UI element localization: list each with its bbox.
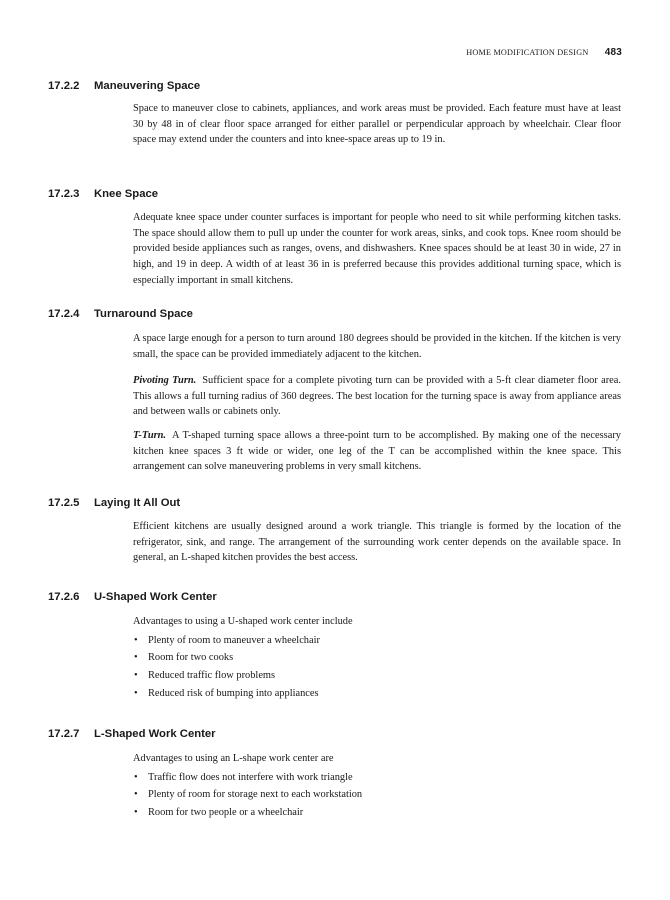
- section-body: [133, 210, 621, 289]
- section-heading: [48, 80, 200, 92]
- run-in-heading: T-Turn.: [133, 430, 167, 441]
- list-item: • Plenty of room for storage next to each workstation: [133, 786, 621, 804]
- paragraph-text: A T-shaped turning space allows a three-point turn to be accomplished. By making one of the necessary kitchen knee spaces 3 ft wide or wider, one leg of the T can be accomplished within the knee space. This arrangement can solve maneuvering problems in very small kitchens.: [133, 430, 621, 473]
- section-heading: [48, 188, 158, 200]
- section-body: [133, 751, 621, 822]
- section-heading: [48, 728, 216, 740]
- paragraph: [133, 373, 621, 420]
- paragraph: Advantages to using an L-shape work center are: [133, 753, 334, 764]
- subsection-t-turn: [133, 428, 621, 475]
- section-body: [133, 519, 621, 566]
- bullet-icon: •: [134, 634, 138, 646]
- list-item: • Traffic flow does not interfere with work triangle: [133, 769, 621, 787]
- paragraph: A space large enough for a person to turn around 180 degrees should be provided in the kitchen. If the kitchen is very small, the space can be provided immediately adjacent to the kitchen.: [133, 333, 621, 360]
- running-header: [466, 47, 622, 58]
- bullet-icon: •: [134, 687, 138, 699]
- run-in-heading: Pivoting Turn.: [133, 375, 197, 386]
- list-item: • Reduced traffic flow problems: [133, 667, 621, 685]
- list-item: • Reduced risk of bumping into appliances: [133, 685, 621, 703]
- bullet-list: [133, 632, 621, 703]
- bullet-list: [133, 769, 621, 822]
- bullet-icon: •: [134, 807, 138, 819]
- paragraph: [133, 428, 621, 475]
- bullet-icon: •: [134, 789, 138, 801]
- section-heading: [48, 308, 193, 320]
- list-item: • Plenty of room to maneuver a wheelchair: [133, 632, 621, 650]
- list-item: • Room for two people or a wheelchair: [133, 804, 621, 822]
- section-title: Turnaround Space: [94, 308, 193, 320]
- section-body: [133, 101, 621, 148]
- section-heading: [48, 497, 180, 509]
- running-header-title: HOME MODIFICATION DESIGN: [466, 48, 589, 57]
- paragraph: Space to maneuver close to cabinets, appliances, and work areas must be provided. Each feature must have at least 30 by 48 in of clear floor space arranged for either parallel or perpendicular approach by wheelchair. Clear floor space may extend under the counters and into knee-space areas up to 19 in.: [133, 103, 621, 146]
- section-number: 17.2.5: [48, 497, 80, 509]
- section-title: Laying It All Out: [94, 497, 181, 509]
- bullet-icon: •: [134, 652, 138, 664]
- section-title: U-Shaped Work Center: [94, 591, 217, 603]
- section-number: 17.2.3: [48, 188, 80, 200]
- section-number: 17.2.4: [48, 308, 80, 320]
- section-title: Maneuvering Space: [94, 80, 201, 92]
- section-heading: [48, 591, 217, 603]
- section-body: [133, 331, 621, 362]
- section-number: 17.2.7: [48, 728, 80, 740]
- section-number: 17.2.6: [48, 591, 80, 603]
- section-body: [133, 614, 621, 703]
- paragraph: Advantages to using a U-shaped work center include: [133, 616, 353, 627]
- bullet-icon: •: [134, 771, 138, 783]
- bullet-icon: •: [134, 670, 138, 682]
- page-number: 483: [604, 47, 622, 58]
- list-item: • Room for two cooks: [133, 649, 621, 667]
- section-number: 17.2.2: [48, 80, 80, 92]
- section-title: L-Shaped Work Center: [94, 728, 216, 740]
- paragraph-text: Sufficient space for a complete pivoting turn can be provided with a 5-ft clear diameter floor area. This allows a full turning radius of 360 degrees. The best location for the turning space is away from appliance areas and between walls or cabinets only.: [133, 375, 622, 418]
- paragraph: Efficient kitchens are usually designed around a work triangle. This triangle is formed by the location of the refrigerator, sink, and range. The arrangement of the surrounding work center depends on the available space. In general, an L-shaped kitchen provides the best access.: [133, 521, 621, 564]
- section-title: Knee Space: [94, 188, 159, 200]
- paragraph: Adequate knee space under counter surfaces is important for people who need to sit while performing kitchen tasks. The space should allow them to pull up under the counter for work areas, sinks, and cook tops. Knee room should be provided beside appliances such as ranges, ovens, and dishwashers. Knee spaces should be at least 30 in wide, 27 in high, and 19 in deep. A width of at least 36 in is preferred because this provides additional turning space, which is especially important in small kitchens.: [133, 212, 621, 286]
- subsection-pivoting-turn: [133, 373, 621, 420]
